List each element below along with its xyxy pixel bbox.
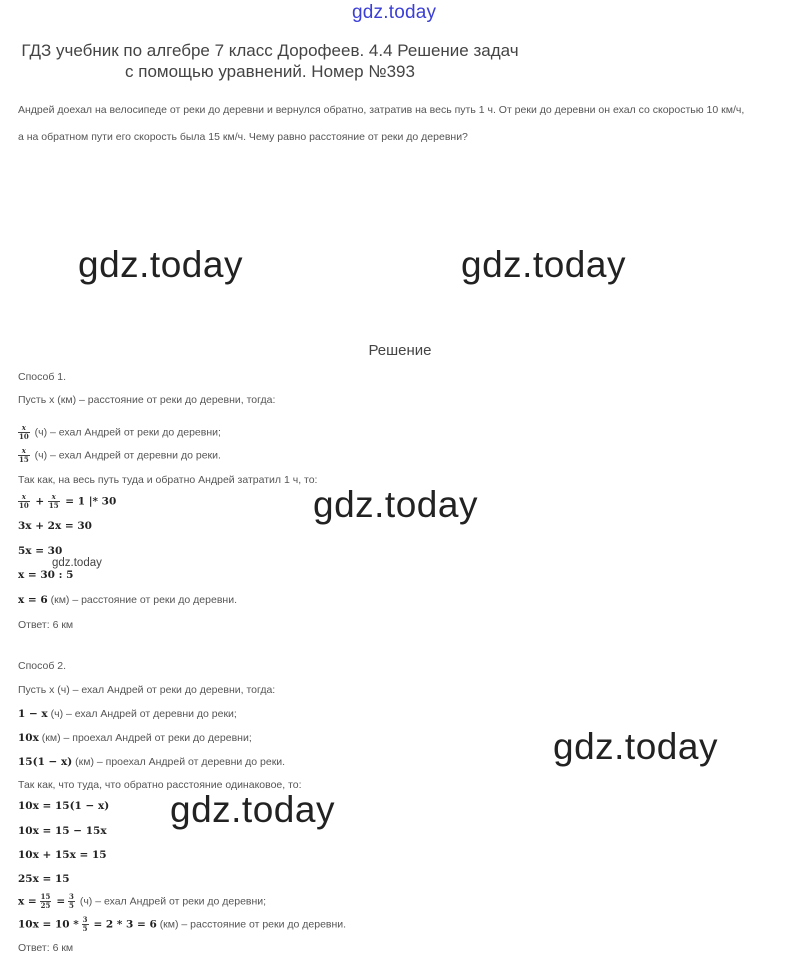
method1-label: Способ 1. <box>18 371 67 383</box>
fraction: $\frac{x}{10}$ <box>19 423 29 441</box>
method1-equation2: 3x + 2x = 30 <box>18 520 92 532</box>
method2-equation3: 10x + 15x = 15 <box>18 849 107 861</box>
method1-let: Пусть x (км) – расстояние от реки до деревни, тогда: <box>18 394 276 406</box>
fraction: $\frac{x}{15}$ <box>19 446 29 464</box>
method2-equation1: 10x = 15(1 − x) <box>18 800 110 812</box>
method2-equation2: 10x = 15 − 15x <box>18 825 107 837</box>
solution-heading: Решение <box>368 342 432 359</box>
fraction: $\frac{x}{10}$ <box>19 492 29 510</box>
method2-label: Способ 2. <box>18 660 67 672</box>
method2-line3: 15(1 − x) (км) – проехал Андрей от деревни до реки. <box>18 756 286 768</box>
watermark: gdz.today <box>553 726 718 767</box>
page-title-line2: с помощью уравнений. Номер №393 <box>125 62 415 81</box>
method1-answer: Ответ: 6 км <box>18 619 74 631</box>
watermark: gdz.today <box>170 789 335 830</box>
method2-equation6: 10x = 10 * $\frac{3}{5}$ = 2 * 3 = 6 (км) – расстояние от реки до деревни. <box>18 915 347 933</box>
method2-since: Так как, что туда, что обратно расстояние одинаковое, то: <box>18 779 302 791</box>
method1-line2: $\frac{x}{15}$ (ч) – ехал Андрей от деревни до реки. <box>19 446 221 464</box>
watermark-small: gdz.today <box>52 557 102 569</box>
fraction: $\frac{15}{25}$ <box>40 892 51 910</box>
watermark: gdz.today <box>313 484 478 525</box>
problem-text-line2: а на обратном пути его скорость была 15 км/ч. Чему равно расстояние от реки до деревни? <box>18 131 468 143</box>
method2-let: Пусть x (ч) – ехал Андрей от реки до деревни, тогда: <box>18 684 276 696</box>
watermark: gdz.today <box>461 244 626 285</box>
method2-line1: 1 − x (ч) – ехал Андрей от деревни до реки; <box>18 708 237 720</box>
method2-line2: 10x (км) – проехал Андрей от реки до деревни; <box>18 732 252 744</box>
site-logo[interactable]: gdz.today <box>352 2 437 23</box>
method1-equation4: x = 30 : 5 <box>18 569 74 581</box>
watermark: gdz.today <box>78 244 243 285</box>
method2-equation5: x = $\frac{15}{25}$ = $\frac{3}{5}$ (ч) – ехал Андрей от реки до деревни; <box>18 892 267 910</box>
page-title-line1: ГДЗ учебник по алгебре 7 класс Дорофеев. 4.4 Решение задач <box>21 41 519 60</box>
problem-text-line1: Андрей доехал на велосипеде от реки до деревни и вернулся обратно, затратив на весь путь 1 ч. От реки до деревни он ехал со скоростью 10 км/ч, <box>18 104 745 116</box>
method1-equation3: 5x = 30 <box>18 545 63 557</box>
fraction: $\frac{x}{15}$ <box>48 492 59 510</box>
method1-since: Так как, на весь путь туда и обратно Андрей затратил 1 ч, то: <box>18 474 318 486</box>
method2-equation4: 25x = 15 <box>18 873 70 885</box>
method1-result: x = 6 (км) – расстояние от реки до деревни. <box>18 594 237 606</box>
method2-answer: Ответ: 6 км <box>18 942 74 954</box>
fraction: $\frac{3}{5}$ <box>82 915 88 933</box>
method1-line1: $\frac{x}{10}$ (ч) – ехал Андрей от реки до деревни; <box>19 423 221 441</box>
method1-equation1: $\frac{x}{10}$ + $\frac{x}{15}$ = 1 |* 30 <box>19 492 117 510</box>
fraction: $\frac{3}{5}$ <box>69 892 74 910</box>
